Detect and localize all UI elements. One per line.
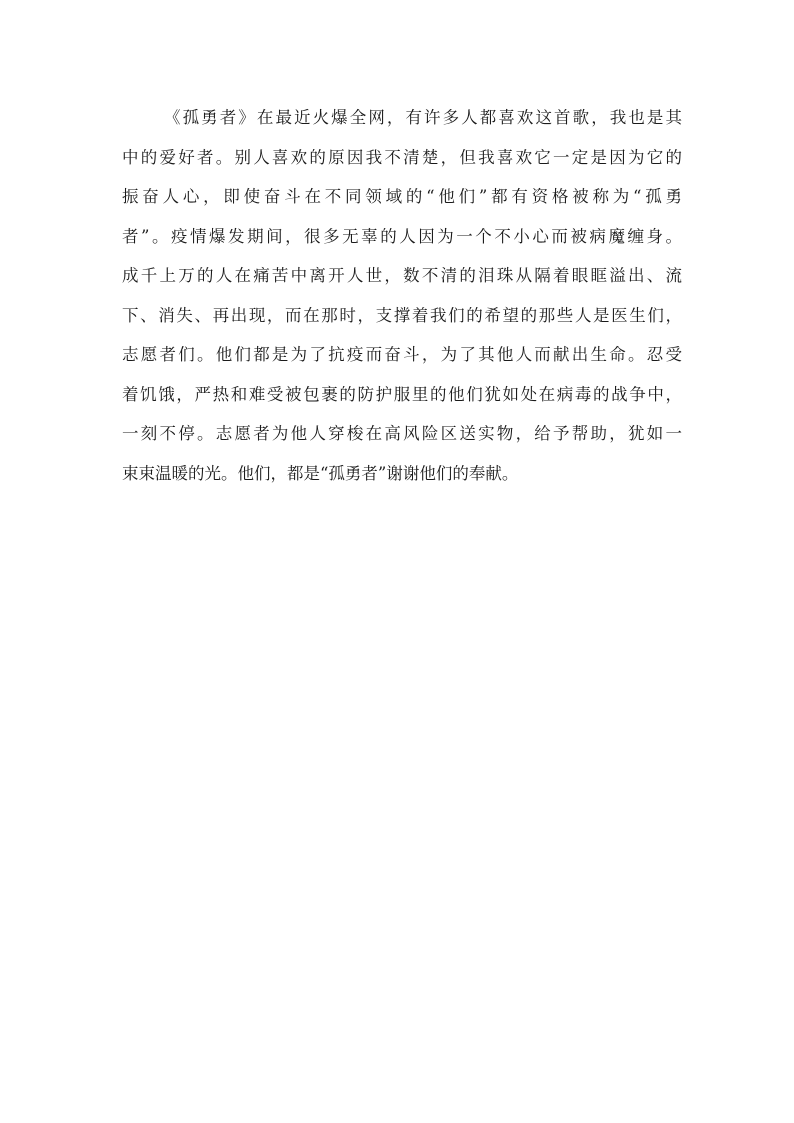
paragraph-line-9: 一刻不停。志愿者为他人穿梭在高风险区送实物，给予帮助，犹如一 bbox=[122, 424, 682, 443]
paragraph-line-3: 振奋人心，即使奋斗在不同领域的“他们”都有资格被称为“孤勇 bbox=[122, 187, 682, 206]
paragraph-line-10: 束束温暖的光。他们，都是“孤勇者”谢谢他们的奉献。 bbox=[122, 463, 519, 483]
paragraph-line-7: 志愿者们。他们都是为了抗疫而奋斗，为了其他人而献出生命。忍受 bbox=[122, 345, 682, 364]
essay-paragraph bbox=[122, 98, 682, 493]
paragraph-line-5: 成千上万的人在痛苦中离开人世，数不清的泪珠从隔着眼眶溢出、流 bbox=[122, 266, 682, 285]
paragraph-line-8: 着饥饿，严热和难受被包裹的防护服里的他们犹如处在病毒的战争中， bbox=[122, 384, 682, 404]
paragraph-line-1: 《孤勇者》在最近火爆全网，有许多人都喜欢这首歌，我也是其 bbox=[164, 108, 682, 127]
paragraph-line-4: 者”。疫情爆发期间，很多无辜的人因为一个不小心而被病魔缠身。 bbox=[122, 226, 682, 246]
paragraph-line-2: 中的爱好者。别人喜欢的原因我不清楚，但我喜欢它一定是因为它的 bbox=[122, 147, 682, 167]
paragraph-line-6: 下、消失、再出现，而在那时，支撑着我们的希望的那些人是医生们， bbox=[122, 305, 682, 325]
